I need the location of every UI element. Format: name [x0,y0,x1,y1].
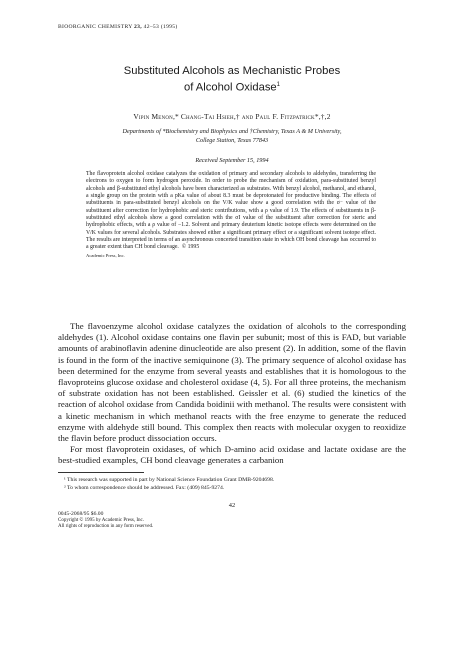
affiliation-line-1: Departments of *Biochemistry and Biophysics and †Chemistry, Texas A & M University, [122,128,342,135]
body-text [58,321,406,467]
title-footnote-marker: 1 [276,82,280,88]
abstract-body: The flavoprotein alcohol oxidase catalyzes the oxidation of primary and secondary alcohols to aldehydes, transferring the electrons to oxygen to form hydrogen peroxide. In order to probe the mechanism of oxidation, para-substituted benzyl alcohols and β-substituted ethyl alcohols have been characterized as substrates. With benzyl alcohol, methanol, and ethanol, a single group on the protein with a pKa value of about 8.3 must be deprotonated for productive binding. The effects of substituents in para-substituted benzyl alcohols on the V/K value show a good correlation with the σ⁻ value of the substituent after correction for hydrophobic and steric contributions, with a ρ value of 1.9. The effects of substituents in β-substituted ethyl alcohols show a good correlation with the σI value of the substituent after correction for steric and hydrophobic effects, with a ρ value of −1.2. Solvent and primary deuterium kinetic isotope effects were determined on the V/K values for several alcohols. Substrates showed either a significant primary effect or a significant solvent isotope effect. The results are interpreted in terms of an asynchronous concerted transition state in which OH bond cleavage has occurred to a greater extent than CH bond cleavage. [86,171,376,251]
footnote-divider [58,472,144,473]
abstract-copyright-mark: © 1995 [181,244,200,251]
copyright-notice: Copyright © 1995 by Academic Press, Inc. [58,517,145,523]
page-number: 42 [228,502,236,509]
title-line-2-text: of Alcohol Oxidase [183,81,277,94]
journal-name: BIOORGANIC CHEMISTRY [58,24,133,30]
abstract-publisher: Academic Press, Inc. [86,252,125,258]
title-line-2 [58,78,406,95]
journal-header [58,24,178,30]
footnote-2: ² To whom correspondence should be addressed. Fax: (409) 845-9274. [64,485,225,491]
abstract [86,171,376,259]
rights-notice: All rights of reproduction in any form reserved. [58,524,154,530]
article-title [58,64,406,95]
affiliation [58,127,406,145]
title-line-1: Substituted Alcohols as Mechanistic Probes [123,65,341,77]
received-date: Received September 15, 1994 [195,157,269,164]
body-paragraph-1: The flavoenzyme alcohol oxidase catalyzes the oxidation of alcohols to the corresponding aldehydes (1). Alcohol oxidase contains one flavin per subunit; most of this is FAD, but variable amounts of arabinoflavin adenine dinucleotide are also present (2). In addition, some of the flavin is found in the form of the inactive semiquinone (3). The primary sequence of alcohol oxidase has been determined for the enzyme from several yeasts and establishes that it is homologous to the flavoproteins glucose oxidase and cholesterol oxidase (4, 5). For all three proteins, the mechanism of substrate oxidation has not been established. Geissler et al. (6) studied the kinetics of the reaction of alcohol oxidase from Candida boidinii with methanol. The results were consistent with a kinetic mechanism in which methanol reacts with the free enzyme to generate the reduced enzyme with aldehyde still bound. This complex then reacts with molecular oxygen to reoxidize the flavin before product dissociation occurs. [58,321,406,444]
footnotes [64,476,404,492]
body-paragraph-2: For most flavoprotein oxidases, of which D-amino acid oxidase and lactate oxidase are the best-studied examples, CH bond cleavage generates a carbanion [58,444,406,466]
publication-info [58,511,153,531]
journal-volume: 23, [134,24,142,30]
journal-pages-year: 42–53 (1995) [143,24,178,30]
abstract-text [86,171,376,252]
affiliation-line-2: College Station, Texas 77843 [195,137,269,144]
issn-price: 0045-2068/95 $6.00 [58,511,104,517]
footnote-1: ¹ This research was supported in part by National Science Foundation Grant DMB-9204698. [64,477,275,483]
author-list: Vipin Menon,* Chang-Tai Hsieh,† and Paul F. Fitzpatrick*,†,2 [133,112,331,121]
